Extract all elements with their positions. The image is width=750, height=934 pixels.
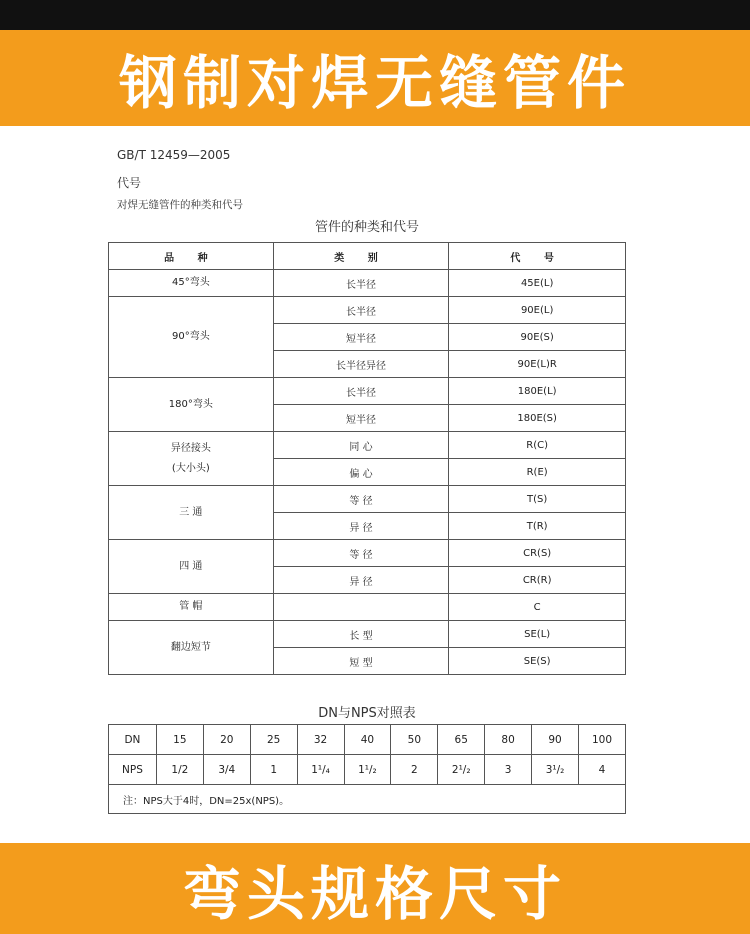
category-cell: 长半径 <box>273 297 449 324</box>
dn-cell: 32 <box>297 725 344 755</box>
dn-cell: 90 <box>532 725 579 755</box>
code-cell: R(C) <box>449 432 626 459</box>
nps-cell: 1/2 <box>156 755 203 785</box>
fitting-type-cell: 异径接头 (大小头) <box>109 432 274 486</box>
code-cell: SE(S) <box>449 648 626 675</box>
dn-nps-table-title: DN与NPS对照表 <box>318 706 416 721</box>
fitting-type-cell: 四 通 <box>109 540 274 594</box>
fitting-type-cell: 90°弯头 <box>109 297 274 378</box>
nps-cell: 3 <box>485 755 532 785</box>
fitting-type-cell: 180°弯头 <box>109 378 274 432</box>
category-cell: 同 心 <box>273 432 449 459</box>
nps-row <box>109 755 626 785</box>
nps-cell: 4 <box>578 755 625 785</box>
category-cell: 长半径 <box>273 378 449 405</box>
category-cell: 短 型 <box>273 648 449 675</box>
column-header: 品 种 <box>109 243 274 270</box>
nps-cell: 1 <box>250 755 297 785</box>
fitting-type-cell: 三 通 <box>109 486 274 540</box>
dn-cell: 15 <box>156 725 203 755</box>
header-banner <box>0 30 750 126</box>
code-cell: T(S) <box>449 486 626 513</box>
table-row <box>109 270 626 297</box>
code-cell: CR(R) <box>449 567 626 594</box>
code-cell: SE(L) <box>449 621 626 648</box>
nps-cell: 2¹/₂ <box>438 755 485 785</box>
table-row <box>109 486 626 513</box>
category-cell: 长 型 <box>273 621 449 648</box>
nps-cell: 1¹/₄ <box>297 755 344 785</box>
code-cell: 90E(L) <box>449 297 626 324</box>
category-cell: 短半径 <box>273 405 449 432</box>
standard-number: GB/T 12459—2005 <box>117 148 231 162</box>
dn-cell: 65 <box>438 725 485 755</box>
fitting-type-cell: 翻边短节 <box>109 621 274 675</box>
code-cell: 90E(L)R <box>449 351 626 378</box>
fittings-table-title: 管件的种类和代号 <box>314 220 419 235</box>
footer-title: 弯头规格尺寸 <box>182 859 567 928</box>
code-cell: 90E(S) <box>449 324 626 351</box>
code-cell: 180E(S) <box>449 405 626 432</box>
nps-cell: 3/4 <box>203 755 250 785</box>
code-cell: C <box>449 594 626 621</box>
nps-cell: 1¹/₂ <box>344 755 391 785</box>
dn-cell: 50 <box>391 725 438 755</box>
dn-cell: 25 <box>250 725 297 755</box>
table-row <box>109 594 626 621</box>
table-row <box>109 621 626 648</box>
note-row <box>109 785 626 814</box>
footer-banner <box>0 843 750 934</box>
dn-row <box>109 725 626 755</box>
code-cell: T(R) <box>449 513 626 540</box>
category-cell: 等 径 <box>273 486 449 513</box>
category-cell: 等 径 <box>273 540 449 567</box>
code-cell: CR(S) <box>449 540 626 567</box>
dn-cell: 20 <box>203 725 250 755</box>
row-label: NPS <box>109 755 157 785</box>
code-cell: 45E(L) <box>449 270 626 297</box>
fitting-type-cell: 45°弯头 <box>109 270 274 297</box>
dn-cell: 40 <box>344 725 391 755</box>
table-note: 注：NPS大于4时，DN=25x(NPS)。 <box>109 785 626 814</box>
top-dark-strip <box>0 0 750 30</box>
category-cell: 异 径 <box>273 513 449 540</box>
column-header: 类 别 <box>273 243 449 270</box>
row-label: DN <box>109 725 157 755</box>
dn-nps-table <box>108 724 626 814</box>
category-cell <box>273 594 449 621</box>
table-row <box>109 378 626 405</box>
table-header-row <box>109 243 626 270</box>
category-cell: 长半径 <box>273 270 449 297</box>
category-cell: 短半径 <box>273 324 449 351</box>
table-row <box>109 540 626 567</box>
nps-cell: 2 <box>391 755 438 785</box>
dn-cell: 100 <box>578 725 625 755</box>
dn-cell: 80 <box>485 725 532 755</box>
category-cell: 异 径 <box>273 567 449 594</box>
fittings-code-table <box>108 242 626 675</box>
code-label: 代号 <box>117 176 142 190</box>
table-description: 对焊无缝管件的种类和代号 <box>117 199 243 211</box>
fitting-type-cell: 管 帽 <box>109 594 274 621</box>
nps-cell: 3¹/₂ <box>532 755 579 785</box>
column-header: 代 号 <box>449 243 626 270</box>
code-cell: 180E(L) <box>449 378 626 405</box>
category-cell: 偏 心 <box>273 459 449 486</box>
table-row <box>109 297 626 324</box>
code-cell: R(E) <box>449 459 626 486</box>
header-title: 钢制对焊无缝管件 <box>118 49 631 117</box>
category-cell: 长半径异径 <box>273 351 449 378</box>
table-row <box>109 432 626 459</box>
